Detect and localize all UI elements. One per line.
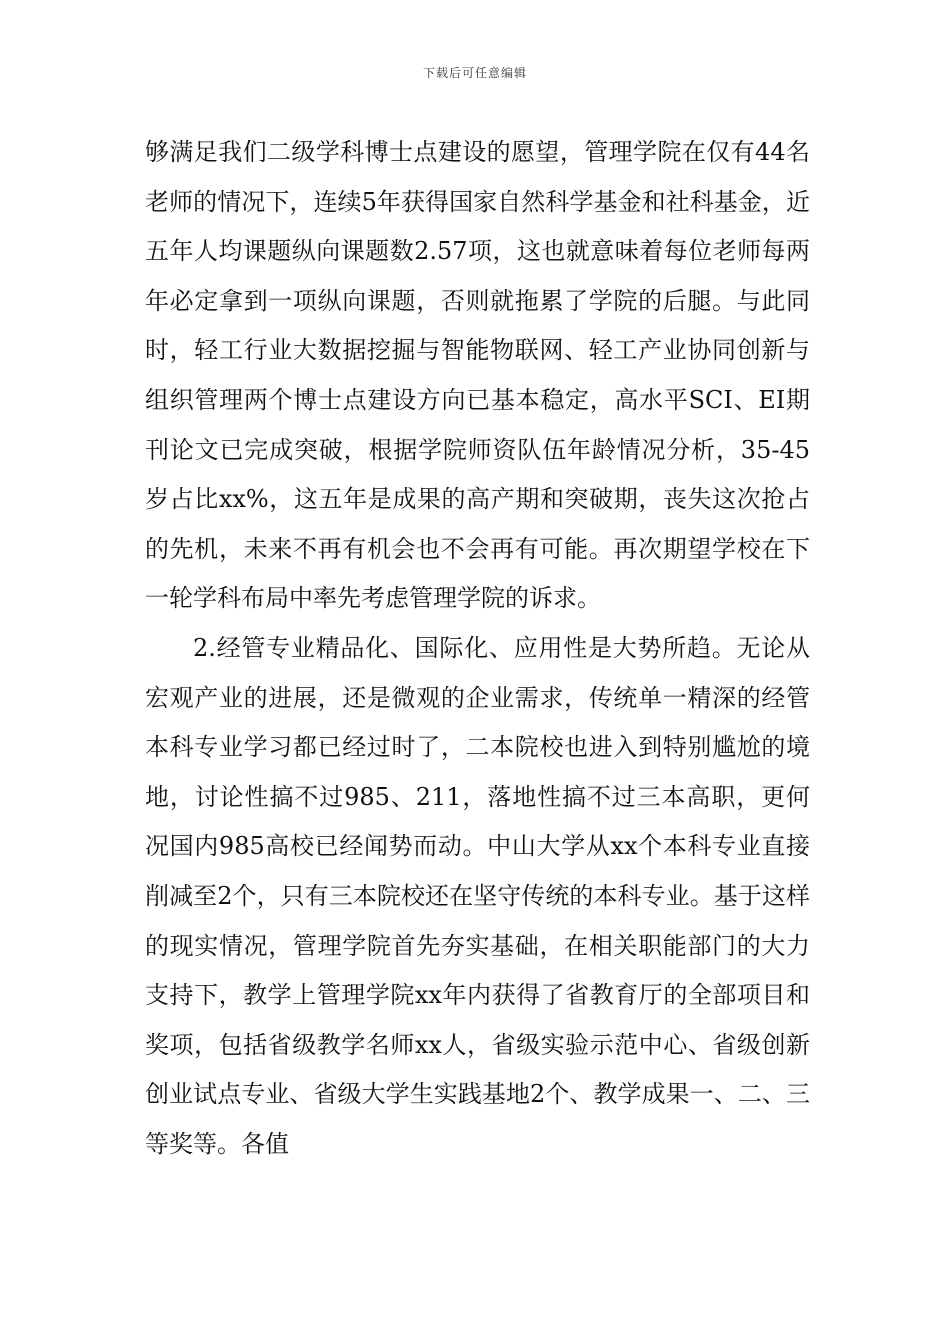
document-body — [145, 128, 810, 1169]
page-header-note: 下载后可任意编辑 — [422, 66, 527, 80]
paragraph-continuation: 够满足我们二级学科博士点建设的愿望，管理学院在仅有44名老师的情况下，连续5年获得国家自然科学基金和社科基金，近五年人均课题纵向课题数2.57项，这也就意味着每位老师每两年必定拿到一项纵向课题，否则就拖累了学院的后腿。与此同时，轻工行业大数据挖掘与智能物联网、轻工产业协同创新与组织管理两个博士点建设方向已基本稳定，高水平SCI、EI期刊论文已完成突破，根据学院师资队伍年龄情况分析，35-45岁占比xx%，这五年是成果的高产期和突破期，丧失这次抢占的先机，未来不再有机会也不会再有可能。再次期望学校在下一轮学科布局中率先考虑管理学院的诉求。 — [145, 138, 810, 613]
paragraph-section-2: 2.经管专业精品化、国际化、应用性是大势所趋。无论从宏观产业的进展，还是微观的企业需求，传统单一精深的经管本科专业学习都已经过时了，二本院校也进入到特别尴尬的境地，讨论性搞不过985、211，落地性搞不过三本高职，更何况国内985高校已经闻势而动。中山大学从xx个本科专业直接削减至2个，只有三本院校还在坚守传统的本科专业。基于这样的现实情况，管理学院首先夯实基础，在相关职能部门的大力支持下，教学上管理学院xx年内获得了省教育厅的全部项目和奖项，包括省级教学名师xx人，省级实验示范中心、省级创新创业试点专业、省级大学生实践基地2个、教学成果一、二、三等奖等。各值 — [145, 633, 810, 1158]
